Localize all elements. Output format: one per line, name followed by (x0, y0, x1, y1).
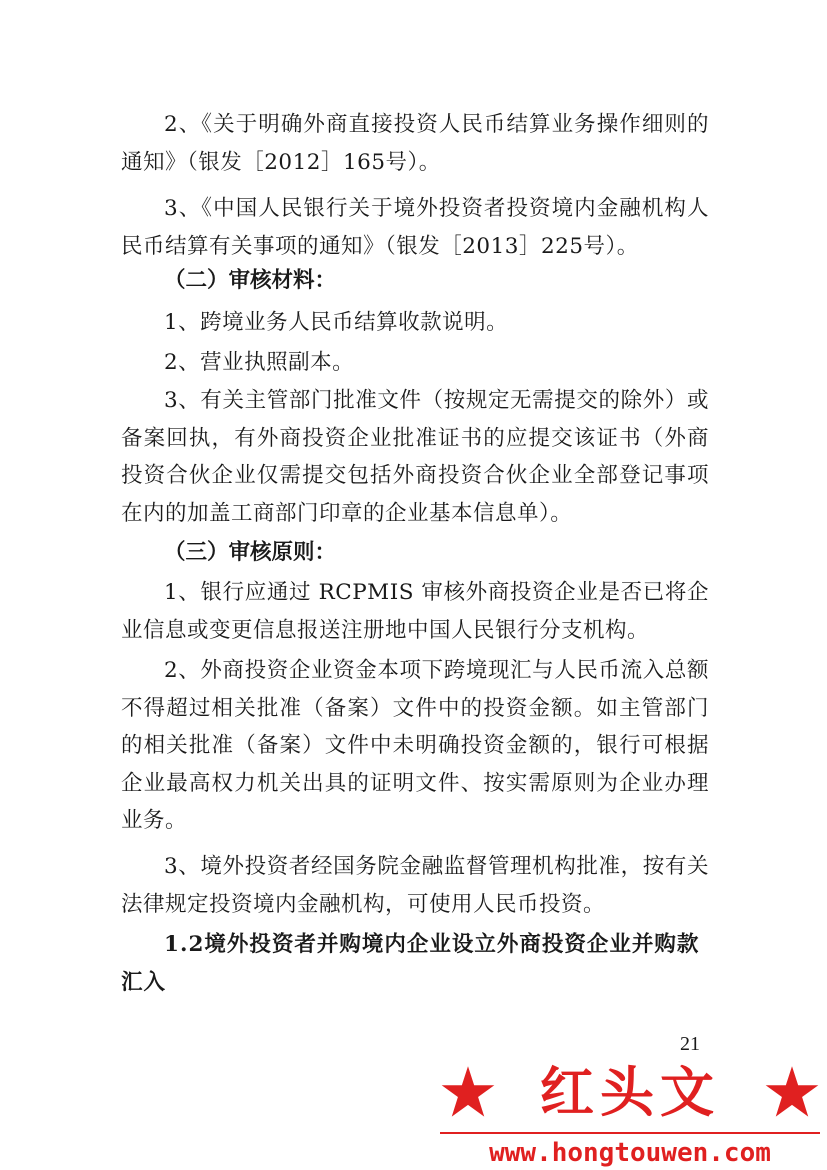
watermark-divider (440, 1132, 820, 1134)
watermark-title-row (440, 1058, 820, 1126)
star-icon (764, 1064, 820, 1120)
watermark-title: 红头文 (540, 1060, 720, 1124)
star-icon (440, 1064, 496, 1120)
section-heading-review-materials: （二）审核材料： (164, 268, 337, 293)
section-heading-review-principles: （三）审核原则： (164, 540, 337, 565)
paragraph-principle-1: 1、银行应通过 RCPMIS 审核外商投资企业是否已将企业信息或变更信息报送注册地中国人民银行分支机构。 (121, 580, 709, 643)
page-number: 21 (680, 1033, 700, 1055)
paragraph-ref-3: 3、《中国人民银行关于境外投资者投资境内金融机构人民币结算有关事项的通知》（银发［2013］225号）。 (121, 196, 709, 259)
section-heading-1-2: 1.2境外投资者并购境内企业设立外商投资企业并购款汇入 (121, 932, 700, 995)
paragraph-ref-2: 2、《关于明确外商直接投资人民币结算业务操作细则的通知》（银发［2012］165号）。 (121, 112, 709, 175)
paragraph-material-2: 2、营业执照副本。 (164, 350, 355, 375)
paragraph-principle-3: 3、境外投资者经国务院金融监督管理机构批准，按有关法律规定投资境内金融机构，可使用人民币投资。 (121, 854, 709, 917)
paragraph-principle-2: 2、外商投资企业资金本项下跨境现汇与人民币流入总额不得超过相关批准（备案）文件中的投资金额。如主管部门的相关批准（备案）文件中未明确投资金额的，银行可根据企业最高权力机关出具的证明文件、按实需原则为企业办理业务。 (121, 658, 709, 833)
paragraph-material-3: 3、有关主管部门批准文件（按规定无需提交的除外）或备案回执，有外商投资企业批准证书的应提交该证书（外商投资合伙企业仅需提交包括外商投资合伙企业全部登记事项在内的加盖工商部门印章的企业基本信息单）。 (121, 388, 709, 526)
paragraph-material-1: 1、跨境业务人民币结算收款说明。 (164, 310, 509, 335)
watermark-url: www.hongtouwen.com (489, 1138, 771, 1168)
watermark (440, 1058, 820, 1168)
